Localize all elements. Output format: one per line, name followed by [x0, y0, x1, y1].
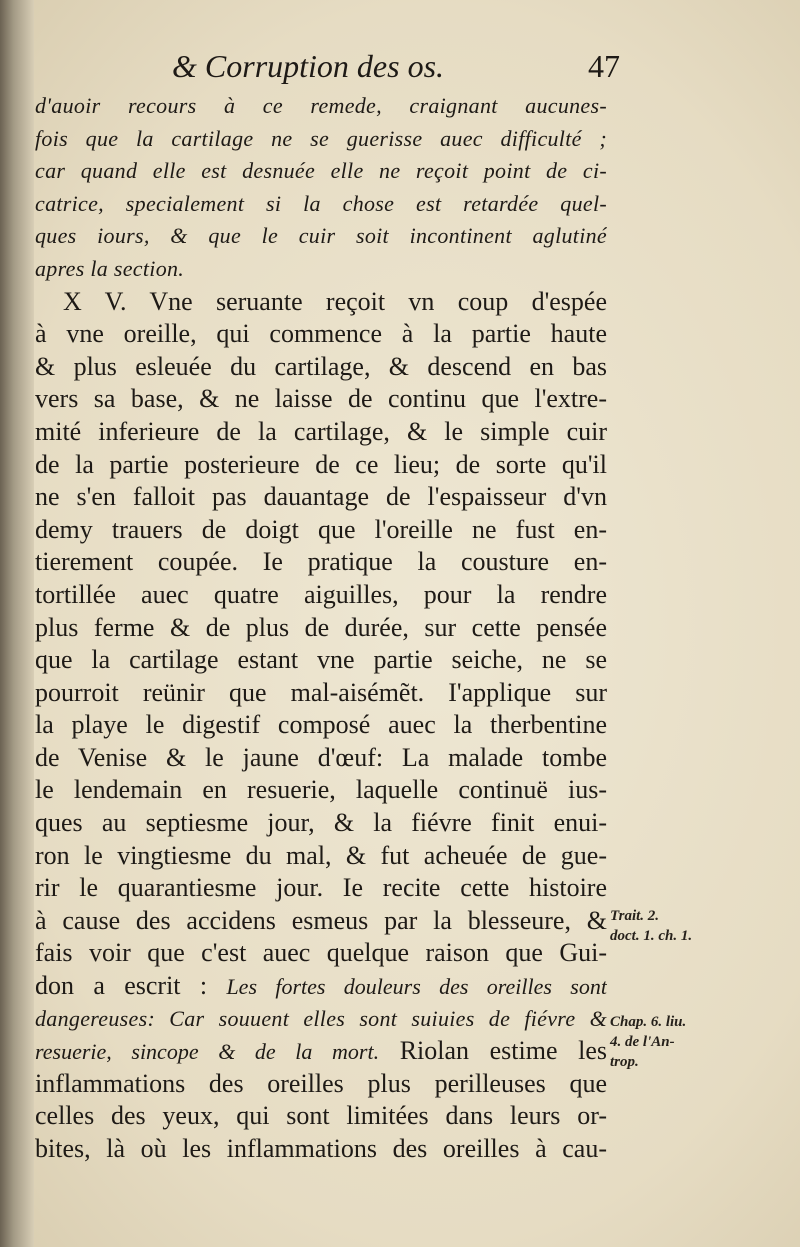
text-line: le lendemain en resuerie, laquelle continuë ius-	[35, 775, 607, 805]
text-line: fois que la cartilage ne se guerisse auec difficulté ;	[35, 125, 607, 151]
text-line: tierement coupée. Ie pratique la cousture en-	[35, 547, 607, 577]
text-line: inflammations des oreilles plus perilleuses que	[35, 1068, 607, 1098]
margin-note-guidon	[610, 906, 800, 946]
margin-note-riolan	[610, 1012, 800, 1072]
text-line: ques iours, & que le cuir soit incontinent aglutiné	[35, 223, 607, 249]
roman-text: Riolan estime les	[379, 1036, 607, 1066]
text-line: ne s'en falloit pas dauantage de l'espaisseur d'vn	[35, 482, 607, 512]
text-line: que la cartilage estant vne partie seiche, ne se	[35, 645, 607, 675]
text-line: mité inferieure de la cartilage, & le simple cuir	[35, 416, 607, 446]
running-head: & Corruption des os.	[172, 48, 445, 84]
text-line: catrice, specialement si la chose est retardée quel-	[35, 190, 607, 216]
roman-text: don a escrit :	[35, 971, 227, 1001]
text-line: fais voir que c'est auec quelque raison que Gui-	[35, 938, 607, 968]
text-line: de Venise & le jaune d'œuf: La malade tombe	[35, 742, 607, 772]
text-line	[35, 970, 607, 1003]
page-number: 47	[588, 48, 620, 84]
text-line: à vne oreille, qui commence à la partie haute	[35, 319, 607, 349]
margin-note-line: trop.	[610, 1054, 639, 1070]
italic-quote: Les fortes douleurs des oreilles sont	[226, 974, 607, 1000]
margin-note-line: Trait. 2.	[610, 908, 660, 924]
text-line: vers sa base, & ne laisse de continu que l'extre-	[35, 384, 607, 414]
text-line: d'auoir recours à ce remede, craignant aucunes-	[35, 93, 607, 118]
text-line: & plus esleuée du cartilage, & descend en bas	[35, 351, 607, 381]
italic-quote: resuerie, sincope & de la mort.	[35, 1039, 380, 1065]
text-line: apres la section.	[35, 255, 185, 281]
text-line: pourroit reünir que mal-aisémẽt. I'applique sur	[35, 677, 607, 707]
text-line: plus ferme & de plus de durée, sur cette pensée	[35, 612, 607, 642]
text-line: car quand elle est desnuée elle ne reçoit point de ci-	[35, 158, 607, 184]
text-line: ron le vingtiesme du mal, & fut acheuée de gue-	[35, 840, 607, 870]
text-line: à cause des accidens esmeus par la blesseure, &	[35, 905, 607, 935]
body-text	[35, 90, 607, 1166]
text-line: de la partie posterieure de ce lieu; de sorte qu'il	[35, 449, 607, 479]
page-header	[160, 48, 620, 92]
text-line: demy trauers de doigt que l'oreille ne fust en-	[35, 514, 607, 544]
text-line: dangereuses: Car souuent elles sont suiuies de fiévre &	[35, 1005, 607, 1031]
text-line: bites, là où les inflammations des oreilles à cau-	[35, 1134, 607, 1163]
text-line: rir le quarantiesme jour. Ie recite cette histoire	[35, 873, 607, 903]
margin-note-line: 4. de l'An-	[610, 1034, 675, 1050]
text-line: tortillée auec quatre aiguilles, pour la rendre	[35, 579, 607, 609]
page-gutter-shadow	[0, 0, 34, 1247]
margin-note-line: doct. 1. ch. 1.	[610, 928, 693, 944]
text-line: X V. Vne seruante reçoit vn coup d'espée	[63, 286, 607, 316]
text-line: celles des yeux, qui sont limitées dans leurs or-	[35, 1101, 607, 1131]
margin-note-line: Chap. 6. liu.	[610, 1014, 687, 1030]
text-line: ques au septiesme jour, & la fiévre finit enui-	[35, 808, 607, 838]
text-line: la playe le digestif composé auec la therbentine	[35, 710, 607, 740]
text-line	[35, 1035, 607, 1068]
